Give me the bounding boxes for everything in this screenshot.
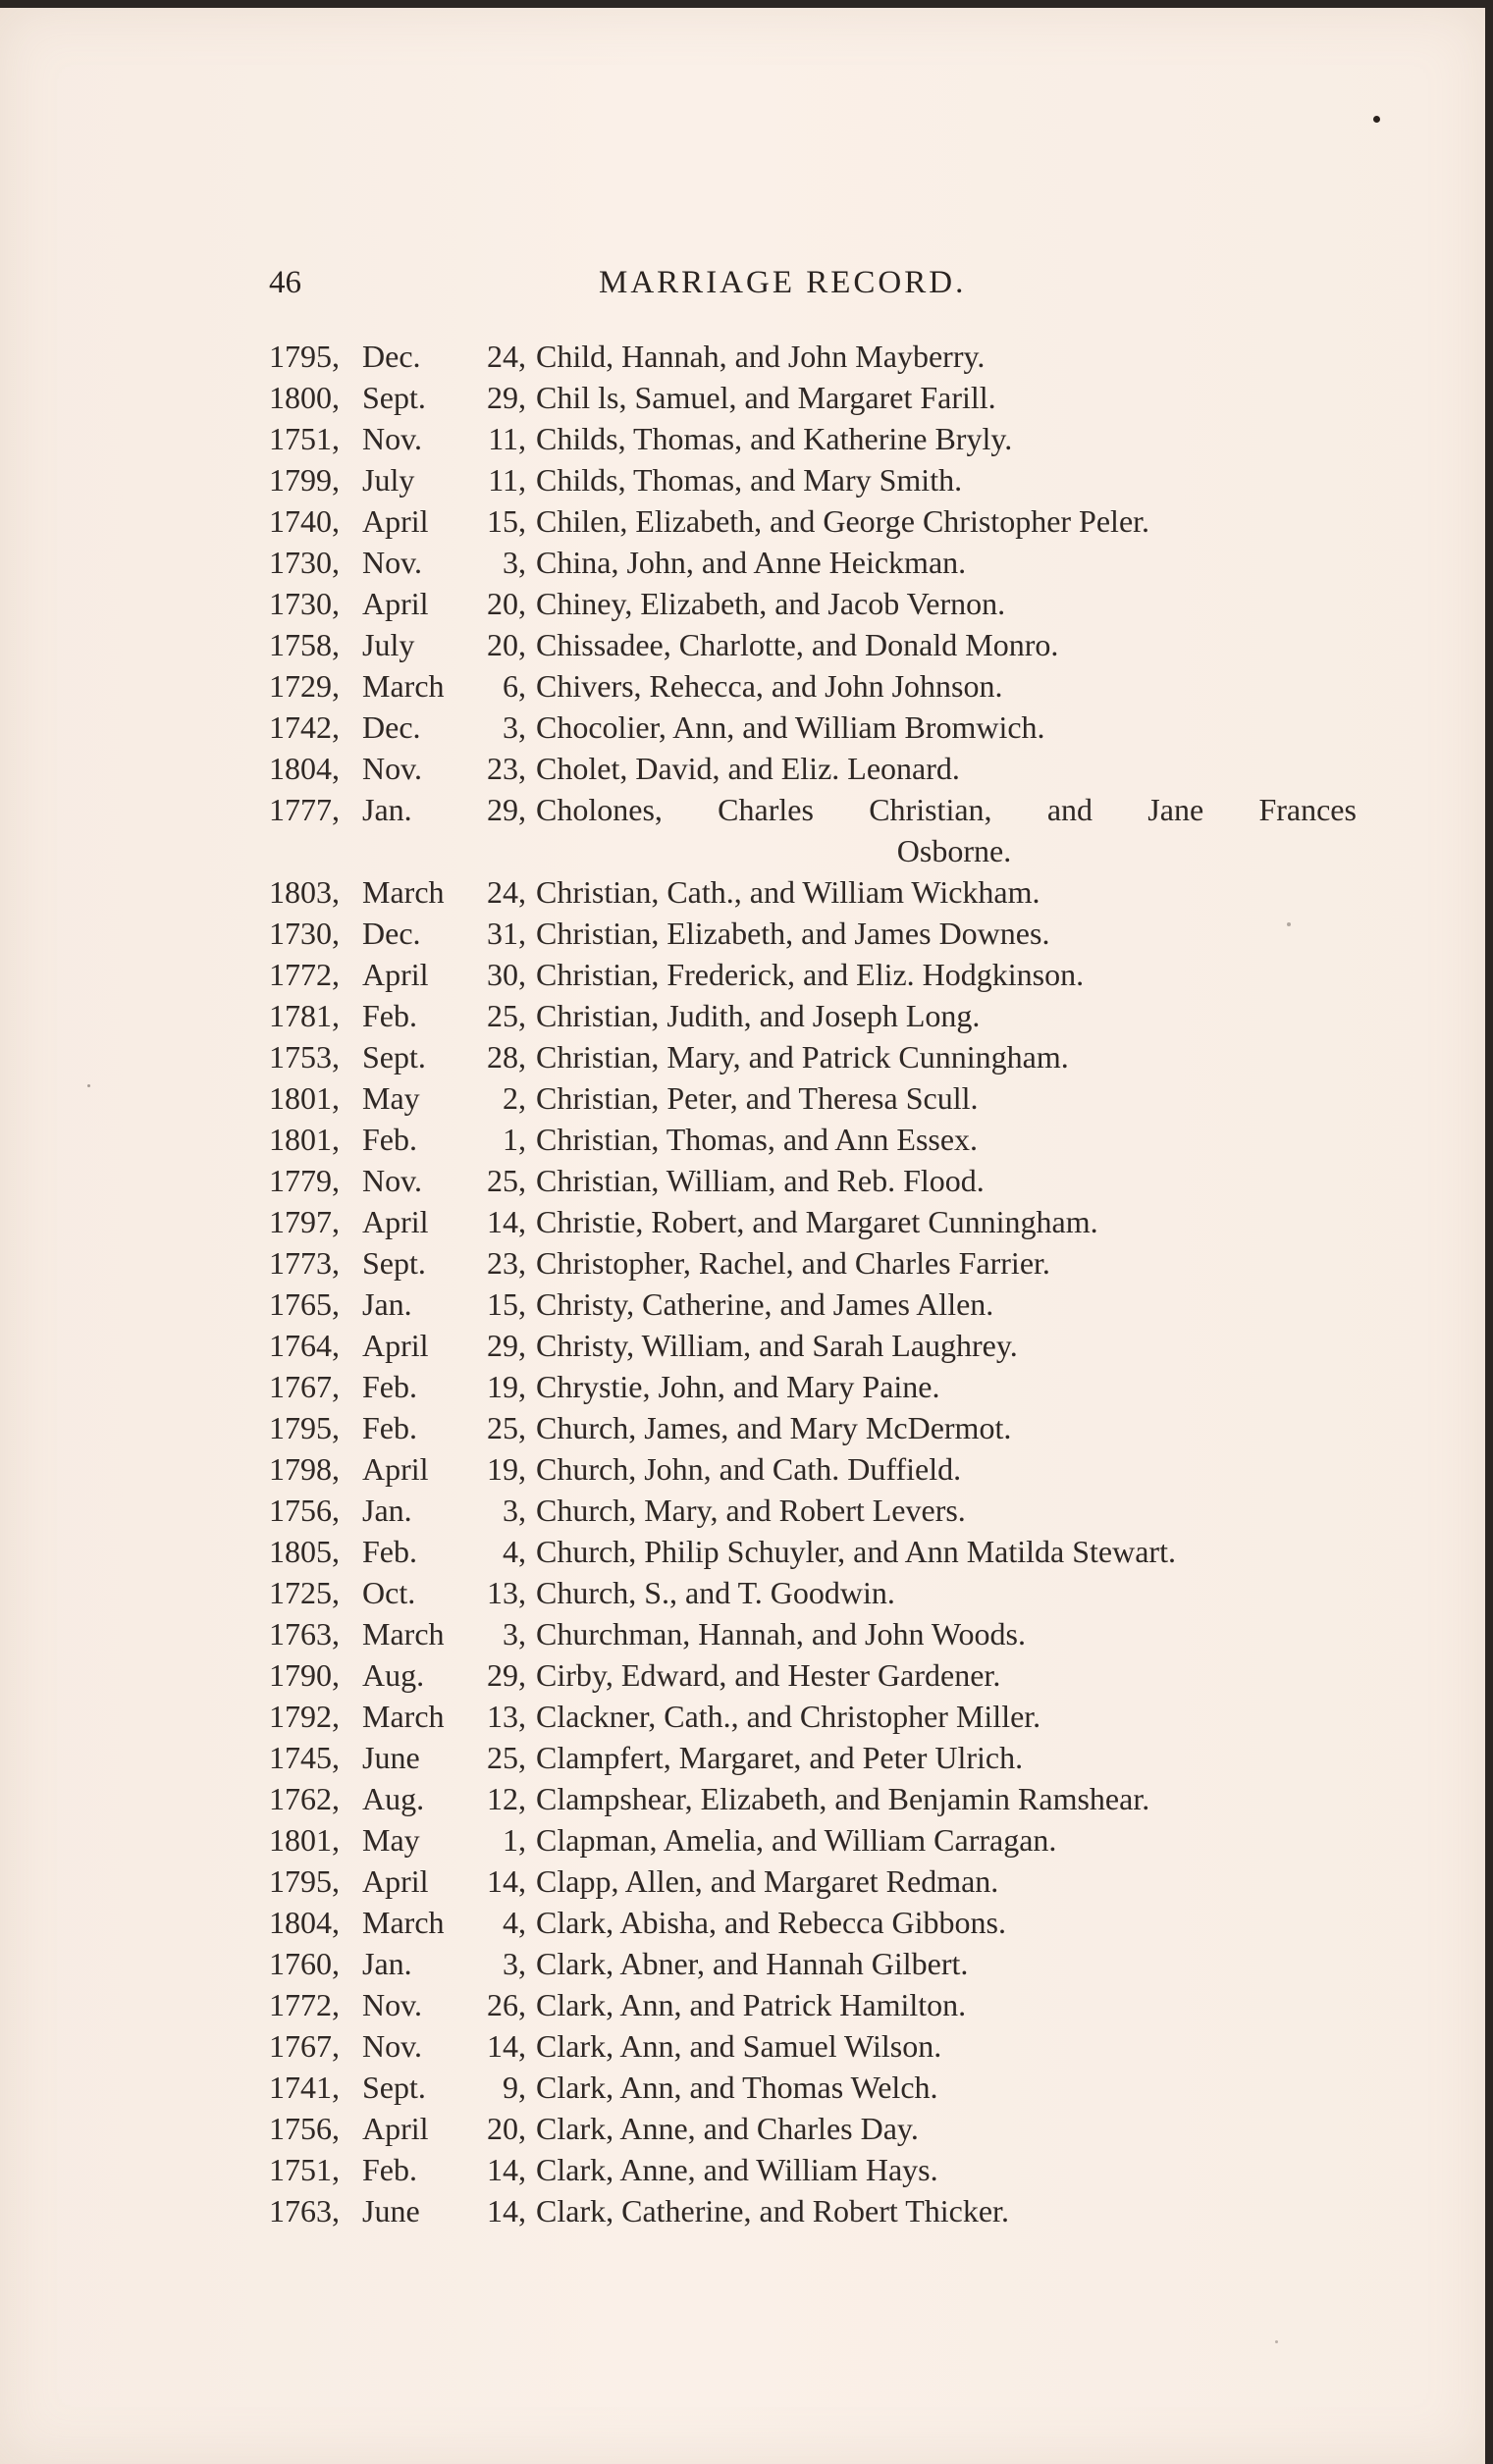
entry-names-word: and bbox=[1046, 792, 1093, 827]
entry-day: 12, bbox=[487, 1781, 526, 1816]
record-entry bbox=[269, 336, 1368, 377]
entry-month: Dec. bbox=[362, 916, 421, 951]
entry-month: May bbox=[362, 1822, 420, 1858]
record-entry bbox=[269, 1654, 1368, 1696]
entry-month: May bbox=[362, 1080, 420, 1116]
entry-year: 1773, bbox=[269, 1245, 340, 1281]
entry-day: 15, bbox=[487, 1286, 526, 1322]
entry-year: 1741, bbox=[269, 2070, 340, 2105]
entry-names: Childs, Thomas, and Mary Smith. bbox=[536, 462, 963, 498]
entry-year: 1797, bbox=[269, 1204, 340, 1239]
entry-month: Sept. bbox=[362, 2070, 426, 2105]
entry-month: Feb. bbox=[362, 2152, 417, 2187]
entry-names: Christian, Elizabeth, and James Downes. bbox=[536, 916, 1050, 951]
record-entry bbox=[269, 1119, 1368, 1160]
entry-year: 1751, bbox=[269, 421, 340, 456]
entry-names: Clampshear, Elizabeth, and Benjamin Ramshear. bbox=[536, 1781, 1150, 1816]
entry-month: Nov. bbox=[362, 751, 423, 786]
entry-year: 1798, bbox=[269, 1451, 340, 1487]
entry-names: Christian, Mary, and Patrick Cunningham. bbox=[536, 1039, 1069, 1075]
entry-year: 1753, bbox=[269, 1039, 340, 1075]
entry-year: 1756, bbox=[269, 1493, 340, 1528]
entry-month: April bbox=[362, 1328, 429, 1363]
record-entry bbox=[269, 995, 1368, 1036]
entry-year: 1790, bbox=[269, 1657, 340, 1693]
ink-speck bbox=[1275, 2340, 1278, 2343]
entry-day: 3, bbox=[503, 709, 526, 745]
entry-day: 30, bbox=[487, 957, 526, 992]
entry-names: Church, Mary, and Robert Levers. bbox=[536, 1493, 966, 1528]
entry-day: 6, bbox=[503, 668, 526, 704]
entry-year: 1801, bbox=[269, 1122, 340, 1157]
record-entry bbox=[269, 1325, 1368, 1366]
entry-names: Chivers, Rehecca, and John Johnson. bbox=[536, 668, 1003, 704]
record-entry bbox=[269, 1819, 1368, 1861]
entry-month: Aug. bbox=[362, 1781, 425, 1816]
entry-day: 14, bbox=[487, 2028, 526, 2064]
entry-day: 1, bbox=[503, 1122, 526, 1157]
entry-month: Dec. bbox=[362, 339, 421, 374]
entry-names: China, John, and Anne Heickman. bbox=[536, 545, 967, 580]
record-entry bbox=[269, 707, 1368, 748]
entry-year: 1795, bbox=[269, 1863, 340, 1899]
entry-month: Feb. bbox=[362, 1122, 417, 1157]
record-entry bbox=[269, 2149, 1368, 2190]
entry-names: Christy, William, and Sarah Laughrey. bbox=[536, 1328, 1018, 1363]
entry-names: Christopher, Rachel, and Charles Farrier. bbox=[536, 1245, 1050, 1281]
entry-month: Jan. bbox=[362, 792, 412, 827]
record-entry bbox=[269, 2108, 1368, 2149]
entry-year: 1729, bbox=[269, 668, 340, 704]
entry-day: 29, bbox=[487, 1657, 526, 1693]
entry-day: 25, bbox=[487, 998, 526, 1033]
record-entry bbox=[269, 1407, 1368, 1448]
entry-year: 1745, bbox=[269, 1740, 340, 1775]
entry-names: Chissadee, Charlotte, and Donald Monro. bbox=[536, 627, 1059, 662]
entry-day: 23, bbox=[487, 1245, 526, 1281]
entry-month: July bbox=[362, 627, 415, 662]
entry-year: 1799, bbox=[269, 462, 340, 498]
entry-names-word: Frances bbox=[1258, 792, 1357, 827]
record-entry bbox=[269, 1201, 1368, 1242]
entry-names: Chocolier, Ann, and William Bromwich. bbox=[536, 709, 1045, 745]
entry-names: Clark, Ann, and Samuel Wilson. bbox=[536, 2028, 942, 2064]
entry-names: Church, Philip Schuyler, and Ann Matilda Stewart. bbox=[536, 1534, 1176, 1569]
entry-names: Christian, Cath., and William Wickham. bbox=[536, 874, 1040, 910]
entry-year: 1801, bbox=[269, 1822, 340, 1858]
entry-year: 1730, bbox=[269, 586, 340, 621]
entry-year: 1740, bbox=[269, 503, 340, 539]
record-entry bbox=[269, 2190, 1368, 2231]
entry-names: Church, James, and Mary McDermot. bbox=[536, 1410, 1012, 1445]
entry-day: 20, bbox=[487, 2111, 526, 2146]
entry-names-word: Jane bbox=[1147, 792, 1204, 827]
record-entry bbox=[269, 1861, 1368, 1902]
page-header bbox=[269, 265, 1251, 308]
record-entry bbox=[269, 1366, 1368, 1407]
entry-names: Child, Hannah, and John Mayberry. bbox=[536, 339, 986, 374]
entry-year: 1764, bbox=[269, 1328, 340, 1363]
record-entry bbox=[269, 665, 1368, 707]
entry-day: 2, bbox=[503, 1080, 526, 1116]
entry-year: 1730, bbox=[269, 916, 340, 951]
entry-day: 13, bbox=[487, 1699, 526, 1734]
entry-year: 1767, bbox=[269, 1369, 340, 1404]
entry-month: Nov. bbox=[362, 545, 423, 580]
entry-year: 1758, bbox=[269, 627, 340, 662]
entry-year: 1772, bbox=[269, 957, 340, 992]
entry-day: 29, bbox=[487, 1328, 526, 1363]
entry-month: Sept. bbox=[362, 1245, 426, 1281]
entry-month: March bbox=[362, 668, 445, 704]
entry-names: Church, John, and Cath. Duffield. bbox=[536, 1451, 962, 1487]
entry-names: Clark, Anne, and William Hays. bbox=[536, 2152, 938, 2187]
entry-year: 1763, bbox=[269, 2193, 340, 2228]
record-entry bbox=[269, 1696, 1368, 1737]
entry-month: Nov. bbox=[362, 421, 423, 456]
entry-names: Chilen, Elizabeth, and George Christopher Peler. bbox=[536, 503, 1150, 539]
entry-month: April bbox=[362, 586, 429, 621]
record-entry bbox=[269, 583, 1368, 624]
entry-year: 1779, bbox=[269, 1163, 340, 1198]
entry-day: 4, bbox=[503, 1534, 526, 1569]
record-entry bbox=[269, 624, 1368, 665]
entry-year: 1772, bbox=[269, 1987, 340, 2022]
record-entry bbox=[269, 1778, 1368, 1819]
entry-day: 24, bbox=[487, 874, 526, 910]
record-entry bbox=[269, 913, 1368, 954]
entry-day: 9, bbox=[503, 2070, 526, 2105]
record-entry bbox=[269, 1448, 1368, 1490]
entry-names: Cirby, Edward, and Hester Gardener. bbox=[536, 1657, 1001, 1693]
entry-day: 20, bbox=[487, 627, 526, 662]
entry-month: Nov. bbox=[362, 2028, 423, 2064]
record-entry bbox=[269, 1984, 1368, 2025]
entry-year: 1742, bbox=[269, 709, 340, 745]
entry-year: 1760, bbox=[269, 1946, 340, 1981]
record-entry bbox=[269, 789, 1368, 871]
marriage-record-list bbox=[269, 336, 1368, 2231]
entry-year: 1763, bbox=[269, 1616, 340, 1651]
entry-month: Oct. bbox=[362, 1575, 416, 1610]
entry-day: 3, bbox=[503, 1616, 526, 1651]
entry-year: 1801, bbox=[269, 1080, 340, 1116]
entry-year: 1804, bbox=[269, 751, 340, 786]
entry-day: 31, bbox=[487, 916, 526, 951]
record-entry bbox=[269, 418, 1368, 459]
entry-day: 14, bbox=[487, 1863, 526, 1899]
entry-month: March bbox=[362, 874, 445, 910]
entry-day: 25, bbox=[487, 1740, 526, 1775]
entry-day: 3, bbox=[503, 545, 526, 580]
entry-year: 1765, bbox=[269, 1286, 340, 1322]
entry-names-word: Charles bbox=[718, 792, 814, 827]
entry-year: 1756, bbox=[269, 2111, 340, 2146]
page-title: MARRIAGE RECORD. bbox=[599, 265, 967, 300]
entry-year: 1800, bbox=[269, 380, 340, 415]
entry-names: Christian, Frederick, and Eliz. Hodgkinson. bbox=[536, 957, 1085, 992]
entry-names: Clapman, Amelia, and William Carragan. bbox=[536, 1822, 1057, 1858]
entry-year: 1804, bbox=[269, 1905, 340, 1940]
entry-names-word: Christian, bbox=[869, 792, 992, 827]
entry-year: 1795, bbox=[269, 339, 340, 374]
entry-names: Chil ls, Samuel, and Margaret Farill. bbox=[536, 380, 996, 415]
entry-month: June bbox=[362, 1740, 420, 1775]
entry-day: 19, bbox=[487, 1451, 526, 1487]
entry-day: 14, bbox=[487, 2193, 526, 2228]
entry-names: Christy, Catherine, and James Allen. bbox=[536, 1286, 994, 1322]
entry-month: April bbox=[362, 1204, 429, 1239]
entry-names: Clampfert, Margaret, and Peter Ulrich. bbox=[536, 1740, 1024, 1775]
entry-month: March bbox=[362, 1616, 445, 1651]
entry-names: Clapp, Allen, and Margaret Redman. bbox=[536, 1863, 999, 1899]
entry-month: Feb. bbox=[362, 998, 417, 1033]
entry-year: 1792, bbox=[269, 1699, 340, 1734]
record-entry bbox=[269, 1943, 1368, 1984]
entry-names: Clark, Ann, and Patrick Hamilton. bbox=[536, 1987, 967, 2022]
entry-month: Aug. bbox=[362, 1657, 425, 1693]
record-entry bbox=[269, 542, 1368, 583]
entry-year: 1803, bbox=[269, 874, 340, 910]
entry-month: Jan. bbox=[362, 1286, 412, 1322]
record-entry bbox=[269, 1572, 1368, 1613]
record-entry bbox=[269, 748, 1368, 789]
entry-month: Dec. bbox=[362, 709, 421, 745]
entry-day: 4, bbox=[503, 1905, 526, 1940]
record-entry bbox=[269, 1737, 1368, 1778]
entry-names: Clark, Anne, and Charles Day. bbox=[536, 2111, 919, 2146]
entry-day: 25, bbox=[487, 1410, 526, 1445]
entry-day: 20, bbox=[487, 586, 526, 621]
record-entry bbox=[269, 1160, 1368, 1201]
record-entry bbox=[269, 871, 1368, 913]
entry-day: 3, bbox=[503, 1493, 526, 1528]
entry-names-continued: Osborne. bbox=[896, 833, 1012, 868]
entry-names: Christian, Thomas, and Ann Essex. bbox=[536, 1122, 979, 1157]
entry-month: Sept. bbox=[362, 1039, 426, 1075]
entry-month: Feb. bbox=[362, 1534, 417, 1569]
entry-month: Sept. bbox=[362, 380, 426, 415]
entry-names: Church, S., and T. Goodwin. bbox=[536, 1575, 895, 1610]
entry-day: 11, bbox=[488, 421, 526, 456]
record-entry bbox=[269, 1613, 1368, 1654]
entry-month: July bbox=[362, 462, 415, 498]
entry-month: Feb. bbox=[362, 1410, 417, 1445]
entry-names: Childs, Thomas, and Katherine Bryly. bbox=[536, 421, 1013, 456]
page-number: 46 bbox=[269, 265, 301, 300]
entry-day: 13, bbox=[487, 1575, 526, 1610]
entry-year: 1781, bbox=[269, 998, 340, 1033]
entry-day: 28, bbox=[487, 1039, 526, 1075]
entry-month: April bbox=[362, 503, 429, 539]
record-entry bbox=[269, 1077, 1368, 1119]
entry-month: April bbox=[362, 1863, 429, 1899]
record-entry bbox=[269, 1902, 1368, 1943]
entry-month: March bbox=[362, 1699, 445, 1734]
entry-day: 29, bbox=[487, 792, 526, 827]
entry-month: April bbox=[362, 1451, 429, 1487]
entry-year: 1805, bbox=[269, 1534, 340, 1569]
record-entry bbox=[269, 377, 1368, 418]
entry-names: Clark, Catherine, and Robert Thicker. bbox=[536, 2193, 1009, 2228]
entry-names: Cholet, David, and Eliz. Leonard. bbox=[536, 751, 960, 786]
entry-day: 14, bbox=[487, 1204, 526, 1239]
entry-day: 19, bbox=[487, 1369, 526, 1404]
entry-names: Clark, Ann, and Thomas Welch. bbox=[536, 2070, 938, 2105]
record-entry bbox=[269, 459, 1368, 500]
entry-names: Christie, Robert, and Margaret Cunningham. bbox=[536, 1204, 1098, 1239]
entry-day: 15, bbox=[487, 503, 526, 539]
entry-year: 1795, bbox=[269, 1410, 340, 1445]
entry-month: April bbox=[362, 957, 429, 992]
entry-names: Clark, Abisha, and Rebecca Gibbons. bbox=[536, 1905, 1006, 1940]
entry-month: Nov. bbox=[362, 1987, 423, 2022]
entry-month: Jan. bbox=[362, 1946, 412, 1981]
entry-year: 1777, bbox=[269, 792, 340, 827]
entry-month: Feb. bbox=[362, 1369, 417, 1404]
entry-day: 23, bbox=[487, 751, 526, 786]
entry-day: 1, bbox=[503, 1822, 526, 1858]
entry-month: March bbox=[362, 1905, 445, 1940]
entry-names: Churchman, Hannah, and John Woods. bbox=[536, 1616, 1026, 1651]
entry-year: 1767, bbox=[269, 2028, 340, 2064]
record-entry bbox=[269, 2067, 1368, 2108]
entry-names: Christian, William, and Reb. Flood. bbox=[536, 1163, 985, 1198]
record-entry bbox=[269, 1531, 1368, 1572]
entry-names: Chrystie, John, and Mary Paine. bbox=[536, 1369, 940, 1404]
entry-year: 1751, bbox=[269, 2152, 340, 2187]
entry-day: 3, bbox=[503, 1946, 526, 1981]
entry-day: 29, bbox=[487, 380, 526, 415]
record-entry bbox=[269, 1242, 1368, 1284]
entry-day: 26, bbox=[487, 1987, 526, 2022]
entry-names: Clark, Abner, and Hannah Gilbert. bbox=[536, 1946, 969, 1981]
entry-year: 1730, bbox=[269, 545, 340, 580]
entry-day: 24, bbox=[487, 339, 526, 374]
entry-year: 1762, bbox=[269, 1781, 340, 1816]
entry-names: Clackner, Cath., and Christopher Miller. bbox=[536, 1699, 1041, 1734]
entry-month: April bbox=[362, 2111, 429, 2146]
entry-month: Nov. bbox=[362, 1163, 423, 1198]
entry-names: Christian, Peter, and Theresa Scull. bbox=[536, 1080, 979, 1116]
record-entry bbox=[269, 1036, 1368, 1077]
entry-month: Jan. bbox=[362, 1493, 412, 1528]
entry-month: June bbox=[362, 2193, 420, 2228]
record-entry bbox=[269, 2025, 1368, 2067]
record-entry bbox=[269, 1284, 1368, 1325]
ink-speck bbox=[87, 1084, 90, 1087]
entry-day: 11, bbox=[488, 462, 526, 498]
entry-names: Chiney, Elizabeth, and Jacob Vernon. bbox=[536, 586, 1006, 621]
record-entry bbox=[269, 500, 1368, 542]
entry-day: 25, bbox=[487, 1163, 526, 1198]
record-entry bbox=[269, 1490, 1368, 1531]
entry-names-word: Cholones, bbox=[536, 792, 663, 827]
record-entry bbox=[269, 954, 1368, 995]
ink-speck bbox=[1373, 116, 1380, 123]
entry-names: Christian, Judith, and Joseph Long. bbox=[536, 998, 981, 1033]
entry-year: 1725, bbox=[269, 1575, 340, 1610]
entry-day: 14, bbox=[487, 2152, 526, 2187]
entry-names bbox=[536, 789, 1357, 830]
